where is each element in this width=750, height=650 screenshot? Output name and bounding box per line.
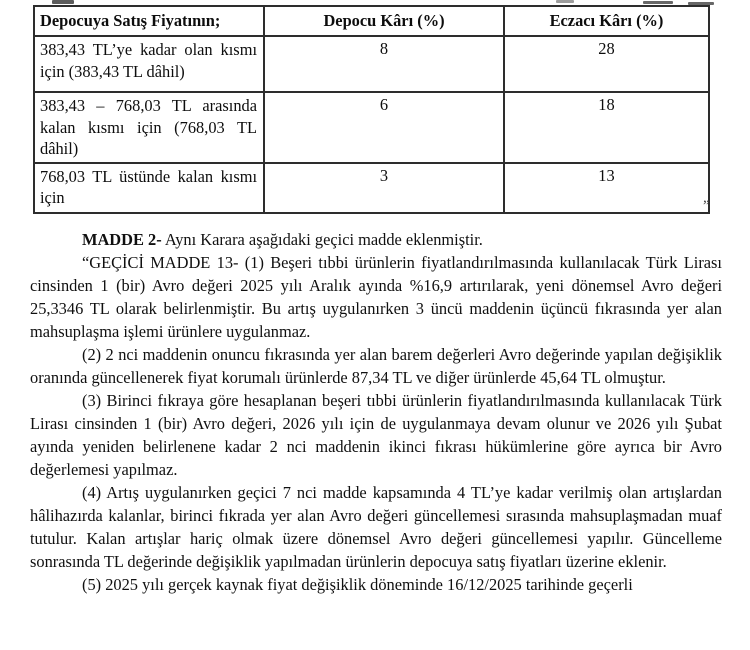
price-margin-table [33,5,710,214]
closing-quote-mark: ” [703,198,711,214]
wholesaler-margin-value: 6 [264,92,504,163]
price-band-label: 383,43 TL’ye kadar olan kısmı için (383,43 TL dâhil) [34,36,264,92]
article-body [30,228,722,596]
madde-2-paragraph [30,228,722,251]
paragraph-fikra-5: (5) 2025 yılı gerçek kaynak fiyat değişiklik döneminde 16/12/2025 tarihinde geçerli [82,575,633,594]
paragraph-fikra-2: (2) 2 nci maddenin onuncu fıkrasında yer alan barem değerleri Avro değerinde yapılan değişiklik oranında güncellenerek fiyat korumalı ürünlerde 87,34 TL ve diğer ürünlerde 45,64 TL olmuştur. [30,345,722,387]
table-row [34,36,709,92]
price-band-label: 383,43 – 768,03 TL arasında kalan kısmı için (768,03 TL dâhil) [34,92,264,163]
table-header-row [34,6,709,36]
header-pharmacist-margin: Eczacı Kârı (%) [504,6,709,36]
madde-2-text: Aynı Karara aşağıdaki geçici madde eklenmiştir. [161,230,483,249]
table-row [34,163,709,213]
pharmacist-margin-value: 28 [504,36,709,92]
price-band-label: 768,03 TL üstünde kalan kısmı için [34,163,264,213]
pharmacist-margin-value: 18 [504,92,709,163]
header-price-band: Depocuya Satış Fiyatının; [34,6,264,36]
paragraph-fikra-4: (4) Artış uygulanırken geçici 7 nci madde kapsamında 4 TL’ye kadar verilmiş olan artışlardan hâlihazırda kalanlar, birinci fıkrada yer alan Avro değeri güncellemesi sırasında mahsuplaşmadan muaf tutulur. Kalan artışlar hariç olmak üzere dönemsel Avro değeri güncellemesi yapılır. Güncelleme sonrasında TL değerinde değişiklik yapılmadan ürünlerin depocuya satış fiyatları üzerine eklenir. [30,483,722,571]
table-row [34,92,709,163]
wholesaler-margin-value: 8 [264,36,504,92]
wholesaler-margin-value: 3 [264,163,504,213]
paragraph-gecici-madde-13-1: “GEÇİCİ MADDE 13- (1) Beşeri tıbbi ürünlerin fiyatlandırılmasında kullanılacak Türk Lirası cinsinden 1 (bir) Avro değeri 2025 yılı Aralık ayında %16,9 artırılarak, yeni dönemsel Avro değeri 25,3346 TL olarak belirlenmiştir. Bu artış uygulanırken 3 üncü maddenin üçüncü fıkrasında yer alan mahsuplaşma işlemi ürünlere uygulanmaz. [30,253,722,341]
scan-artifact [52,0,74,4]
paragraph-fikra-3: (3) Birinci fıkraya göre hesaplanan beşeri tıbbi ürünlerin fiyatlandırılmasında kullanılacak Türk Lirası cinsinden 1 (bir) Avro değeri, 2026 yılı için de uygulanmaya devam olunur ve 2026 yılı Şubat ayında yeniden belirlenene kadar 2 nci maddenin ikinci fıkrası hükümlerine göre ayrıca bir Avro değerlemesi yapılmaz. [30,391,722,479]
scan-artifact [643,1,673,4]
header-wholesaler-margin: Depocu Kârı (%) [264,6,504,36]
madde-2-lead: MADDE 2- [82,230,162,249]
pharmacist-margin-value: 13 [504,163,709,213]
scan-artifact [556,0,574,3]
